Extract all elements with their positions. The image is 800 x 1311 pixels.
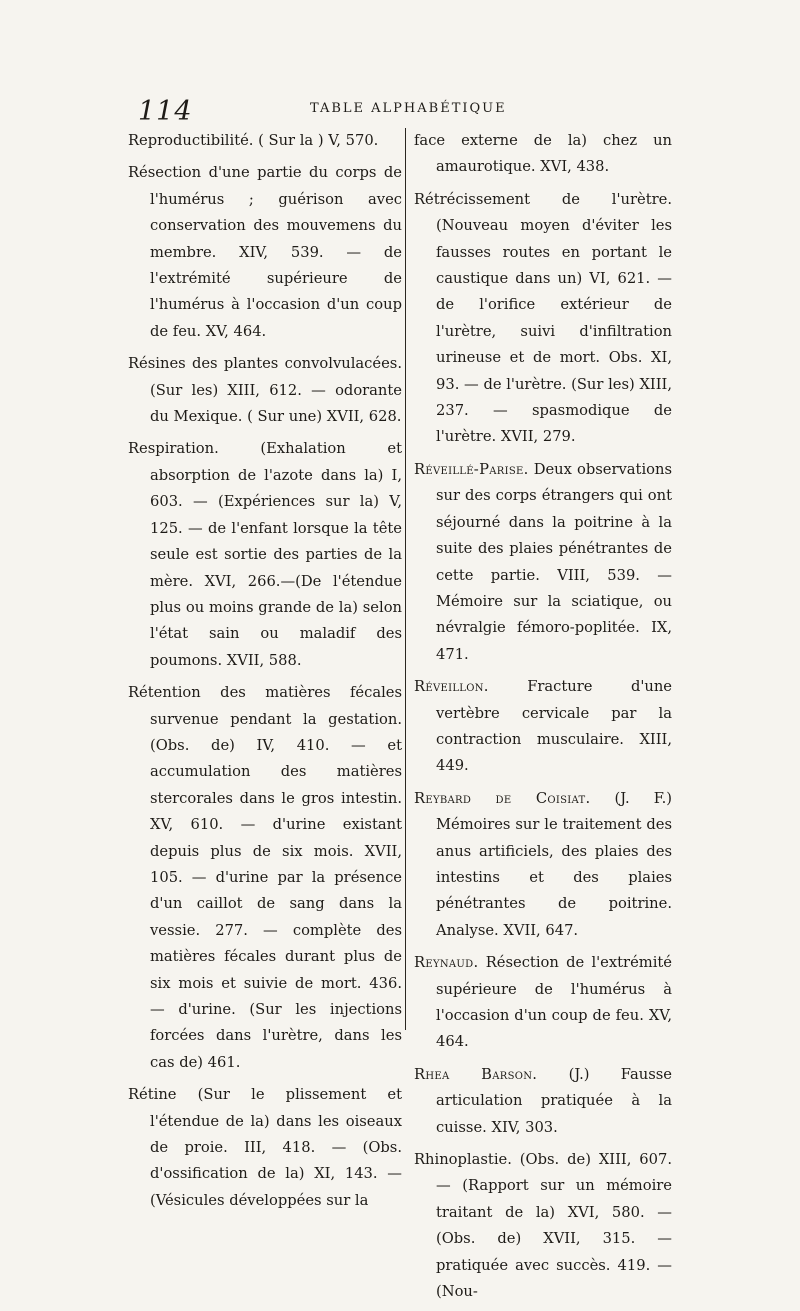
left-column: [128, 128, 402, 1220]
page-number: 114: [138, 96, 193, 127]
index-entry: Rhinoplastie. (Obs. de) XIII, 607. — (Rapport sur un mémoire traitant de la) XVI, 580. — (Obs. de) XVII, 315. — pratiquée avec succès. 419. — (Nou-: [414, 1151, 672, 1301]
index-entry: Rhea Barson. (J.) Fausse articulation pratiquée à la cuisse. XIV, 303.: [414, 1065, 672, 1136]
index-entry: Reybard de Coisiat. (J. F.) Mémoires sur le traitement des anus artificiels, des plaies des intestins et des plaies pénétrantes de poitrine. Analyse. XVII, 647.: [414, 789, 672, 939]
column-divider: [405, 128, 406, 1030]
page-header: [138, 96, 670, 126]
index-entry: Rétention des matières fécales survenue pendant la gestation. (Obs. de) IV, 410. — et accumulation des matières stercorales dans le gros intestin. XV, 610. — d'urine existant depuis plus de six mois. XVII, 105. — d'urine par la présence d'un caillot de sang dans la vessie. 277. — complète des matières fécales durant plus de six mois et suivie de mort. 436. — d'urine. (Sur les injections forcées dans l'urètre, dans les cas de) 461.: [128, 684, 402, 1071]
index-entry: Reynaud. Résection de l'extrémité supérieure de l'humérus à l'occasion d'un coup de feu. XV, 464.: [414, 954, 672, 1051]
author-name: Rhea Barson.: [414, 1065, 538, 1083]
index-entry: Respiration. (Exhalation et absorption de l'azote dans la) I, 603. — (Expériences sur la) V, 125. — de l'enfant lorsque la tête seule est sortie des parties de la mère. XVI, 266.—(De l'étendue plus ou moins grande de la) selon l'état sain ou maladif des poumons. XVII, 588.: [128, 440, 402, 669]
index-entry: face externe de la) chez un amaurotique. XVI, 438.: [414, 132, 672, 176]
author-name: Reynaud.: [414, 954, 479, 972]
index-entry: Rétine (Sur le plissement et l'étendue de la) dans les oiseaux de proie. III, 418. — (Obs. d'ossification de la) XI, 143. — (Vésicules développées sur la: [128, 1086, 402, 1209]
running-title: TABLE ALPHABÉTIQUE: [310, 101, 507, 116]
author-name: Réveillon.: [414, 678, 489, 696]
author-name: Réveillé-Parise.: [414, 460, 529, 478]
index-entry: Réveillon. Fracture d'une vertèbre cervicale par la contraction musculaire. XIII, 449.: [414, 678, 672, 775]
right-column: [414, 128, 672, 1311]
index-entry: Réveillé-Parise. Deux observations sur des corps étrangers qui ont séjourné dans la poitrine à la suite des plaies pénétrantes de cette partie. VIII, 539. — Mémoire sur la sciatique, ou névralgie fémoro-poplitée. IX, 471.: [414, 460, 672, 663]
author-name: Reybard de Coisiat.: [414, 789, 591, 807]
index-entry: Reproductibilité. ( Sur la ) V, 570.: [128, 132, 379, 149]
index-entry: Rétrécissement de l'urètre. (Nouveau moyen d'éviter les fausses routes en portant le caustique dans un) VI, 621. — de l'orifice extérieur de l'urètre, suivi d'infiltration urineuse et de mort. Obs. XI, 93. — de l'urètre. (Sur les) XIII, 237. — spasmodique de l'urètre. XVII, 279.: [414, 190, 672, 446]
index-entry: Résection d'une partie du corps de l'humérus ; guérison avec conservation des mouvemens du membre. XIV, 539. — de l'extrémité supérieure de l'humérus à l'occasion d'un coup de feu. XV, 464.: [128, 164, 402, 340]
index-entry: Résines des plantes convolvulacées. (Sur les) XIII, 612. — odorante du Mexique. ( Sur une) XVII, 628.: [128, 355, 402, 426]
